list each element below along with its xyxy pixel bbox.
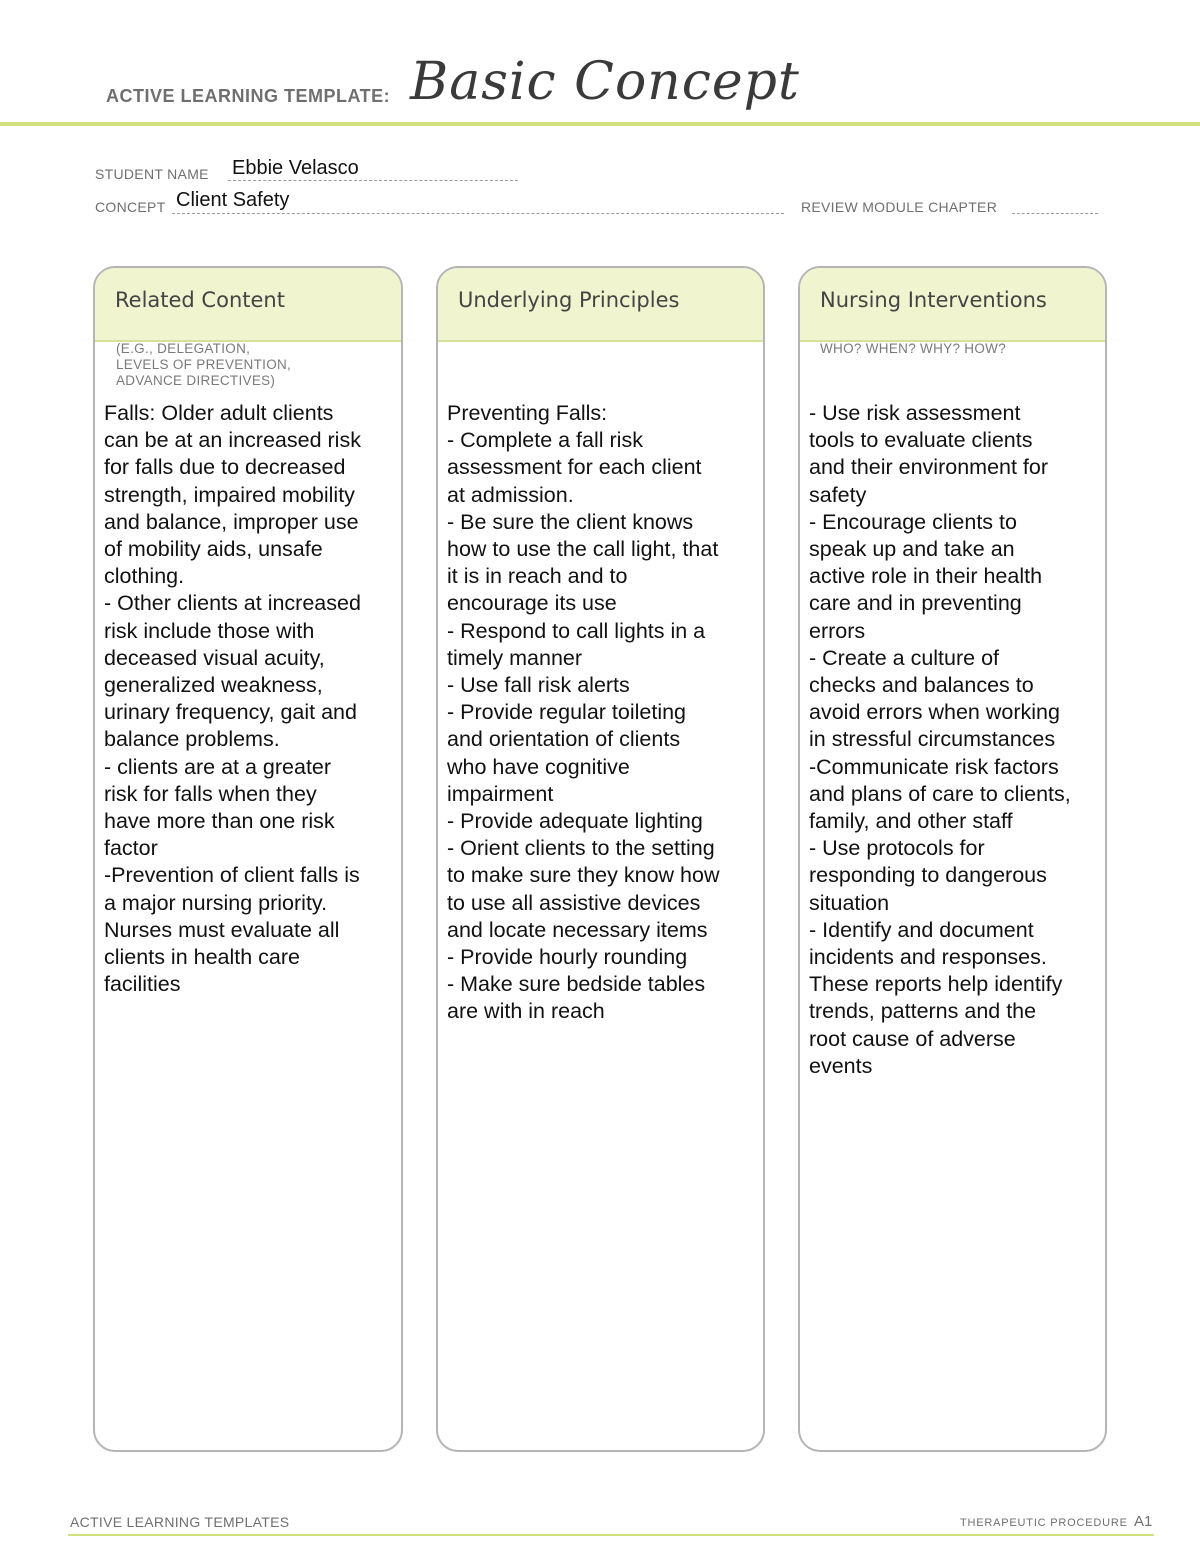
review-module-label: REVIEW MODULE CHAPTER [801, 199, 998, 215]
text-line: checks and balances to [809, 673, 1034, 698]
text-line: and locate necessary items [447, 917, 708, 942]
text-line: and balance, improper use [104, 509, 359, 534]
related-content-hint: (E.G., DELEGATION, LEVELS OF PREVENTION, ADVANCE DIRECTIVES) [116, 341, 292, 388]
text-line: - Encourage clients to [809, 509, 1017, 534]
underlying-principles-title: Underlying Principles [458, 288, 680, 312]
text-line: - Use fall risk alerts [447, 673, 630, 698]
text-line: - Create a culture of [809, 645, 1000, 670]
nursing-interventions-panel [798, 266, 1107, 1452]
text-line: and their environment for [809, 455, 1049, 480]
text-line: -Prevention of client falls is [104, 863, 360, 888]
text-line: events [809, 1053, 873, 1078]
text-line: Nurses must evaluate all [104, 917, 340, 942]
text-line: clothing. [104, 564, 185, 589]
text-line: in stressful circumstances [809, 727, 1056, 752]
text-line: are with in reach [447, 999, 605, 1024]
text-line: - Make sure bedside tables [447, 972, 706, 997]
related-content-panel [93, 266, 403, 1452]
text-line: it is in reach and to [447, 564, 628, 589]
text-line: clients in health care [104, 945, 300, 970]
text-line: active role in their health [809, 564, 1043, 589]
text-line: - Respond to call lights in a [447, 618, 706, 643]
student-name-field[interactable]: Ebbie Velasco [232, 157, 359, 179]
text-line: risk include those with [104, 618, 315, 643]
footer-divider [68, 1534, 1154, 1536]
text-line: balance problems. [104, 727, 280, 752]
template-title: Basic Concept [410, 52, 800, 112]
text-line: of mobility aids, unsafe [104, 537, 323, 562]
text-line: at admission. [447, 482, 574, 507]
text-line: - Provide hourly rounding [447, 945, 688, 970]
text-line: strength, impaired mobility [104, 482, 355, 507]
text-line: safety [809, 482, 867, 507]
text-line: family, and other staff [809, 809, 1013, 834]
text-line: - Provide regular toileting [447, 700, 687, 725]
footer-category: THERAPEUTIC PROCEDURE [960, 1517, 1128, 1529]
text-line: assessment for each client [447, 455, 702, 480]
text-line: factor [104, 836, 158, 861]
nursing-interventions-hint: WHO? WHEN? WHY? HOW? [820, 341, 1007, 356]
text-line: - Use protocols for [809, 836, 985, 861]
related-content-title: Related Content [115, 288, 285, 312]
text-line: encourage its use [447, 591, 617, 616]
text-line: timely manner [447, 645, 583, 670]
text-line: have more than one risk [104, 809, 335, 834]
text-line: how to use the call light, that [447, 537, 719, 562]
text-line: risk for falls when they [104, 781, 317, 806]
text-line: errors [809, 618, 866, 643]
text-line: and orientation of clients [447, 727, 681, 752]
underlying-principles-panel [436, 266, 765, 1452]
underlying-principles-header [438, 268, 763, 342]
text-line: situation [809, 890, 890, 915]
student-name-underline [228, 180, 518, 181]
student-name-label: STUDENT NAME [95, 166, 209, 182]
text-line: -Communicate risk factors [809, 754, 1059, 779]
text-line: to use all assistive devices [447, 890, 701, 915]
review-module-field[interactable] [1012, 213, 1098, 214]
text-line: - Complete a fall risk [447, 428, 643, 453]
text-line: care and in preventing [809, 591, 1022, 616]
underlying-principles-text[interactable] [447, 400, 757, 1026]
text-line: facilities [104, 972, 181, 997]
related-content-header [95, 268, 401, 342]
text-line: avoid errors when working [809, 700, 1060, 725]
concept-underline [172, 213, 784, 214]
page-number: A1 [1134, 1513, 1153, 1530]
text-line: speak up and take an [809, 537, 1015, 562]
text-line: who have cognitive [447, 754, 630, 779]
related-content-text[interactable] [104, 400, 395, 998]
text-line: These reports help identify [809, 972, 1063, 997]
text-line: - Other clients at increased [104, 591, 361, 616]
text-line: - Be sure the client knows [447, 509, 694, 534]
template-label: ACTIVE LEARNING TEMPLATE: [106, 86, 391, 106]
text-line: impairment [447, 781, 554, 806]
text-line: responding to dangerous [809, 863, 1047, 888]
text-line: tools to evaluate clients [809, 428, 1033, 453]
nursing-interventions-title: Nursing Interventions [820, 288, 1047, 312]
concept-label: CONCEPT [95, 199, 166, 215]
header-divider [0, 122, 1200, 126]
text-line: Preventing Falls: [447, 401, 608, 425]
text-line: - Use risk assessment [809, 401, 1021, 425]
text-line: - clients are at a greater [104, 754, 332, 779]
text-line: trends, patterns and the [809, 999, 1037, 1024]
text-line: generalized weakness, [104, 673, 323, 698]
text-line: - Orient clients to the setting [447, 836, 715, 861]
text-line: root cause of adverse [809, 1026, 1016, 1051]
text-line: Falls: Older adult clients [104, 401, 334, 425]
text-line: incidents and responses. [809, 945, 1047, 970]
text-line: - Identify and document [809, 917, 1034, 942]
nursing-interventions-header [800, 268, 1105, 342]
text-line: to make sure they know how [447, 863, 720, 888]
text-line: deceased visual acuity, [104, 645, 325, 670]
text-line: for falls due to decreased [104, 455, 346, 480]
text-line: and plans of care to clients, [809, 781, 1071, 806]
nursing-interventions-text[interactable] [809, 400, 1099, 1080]
text-line: a major nursing priority. [104, 890, 328, 915]
text-line: urinary frequency, gait and [104, 700, 357, 725]
text-line: can be at an increased risk [104, 428, 361, 453]
footer-label: ACTIVE LEARNING TEMPLATES [70, 1514, 290, 1530]
text-line: - Provide adequate lighting [447, 809, 703, 834]
concept-field[interactable]: Client Safety [176, 189, 290, 211]
